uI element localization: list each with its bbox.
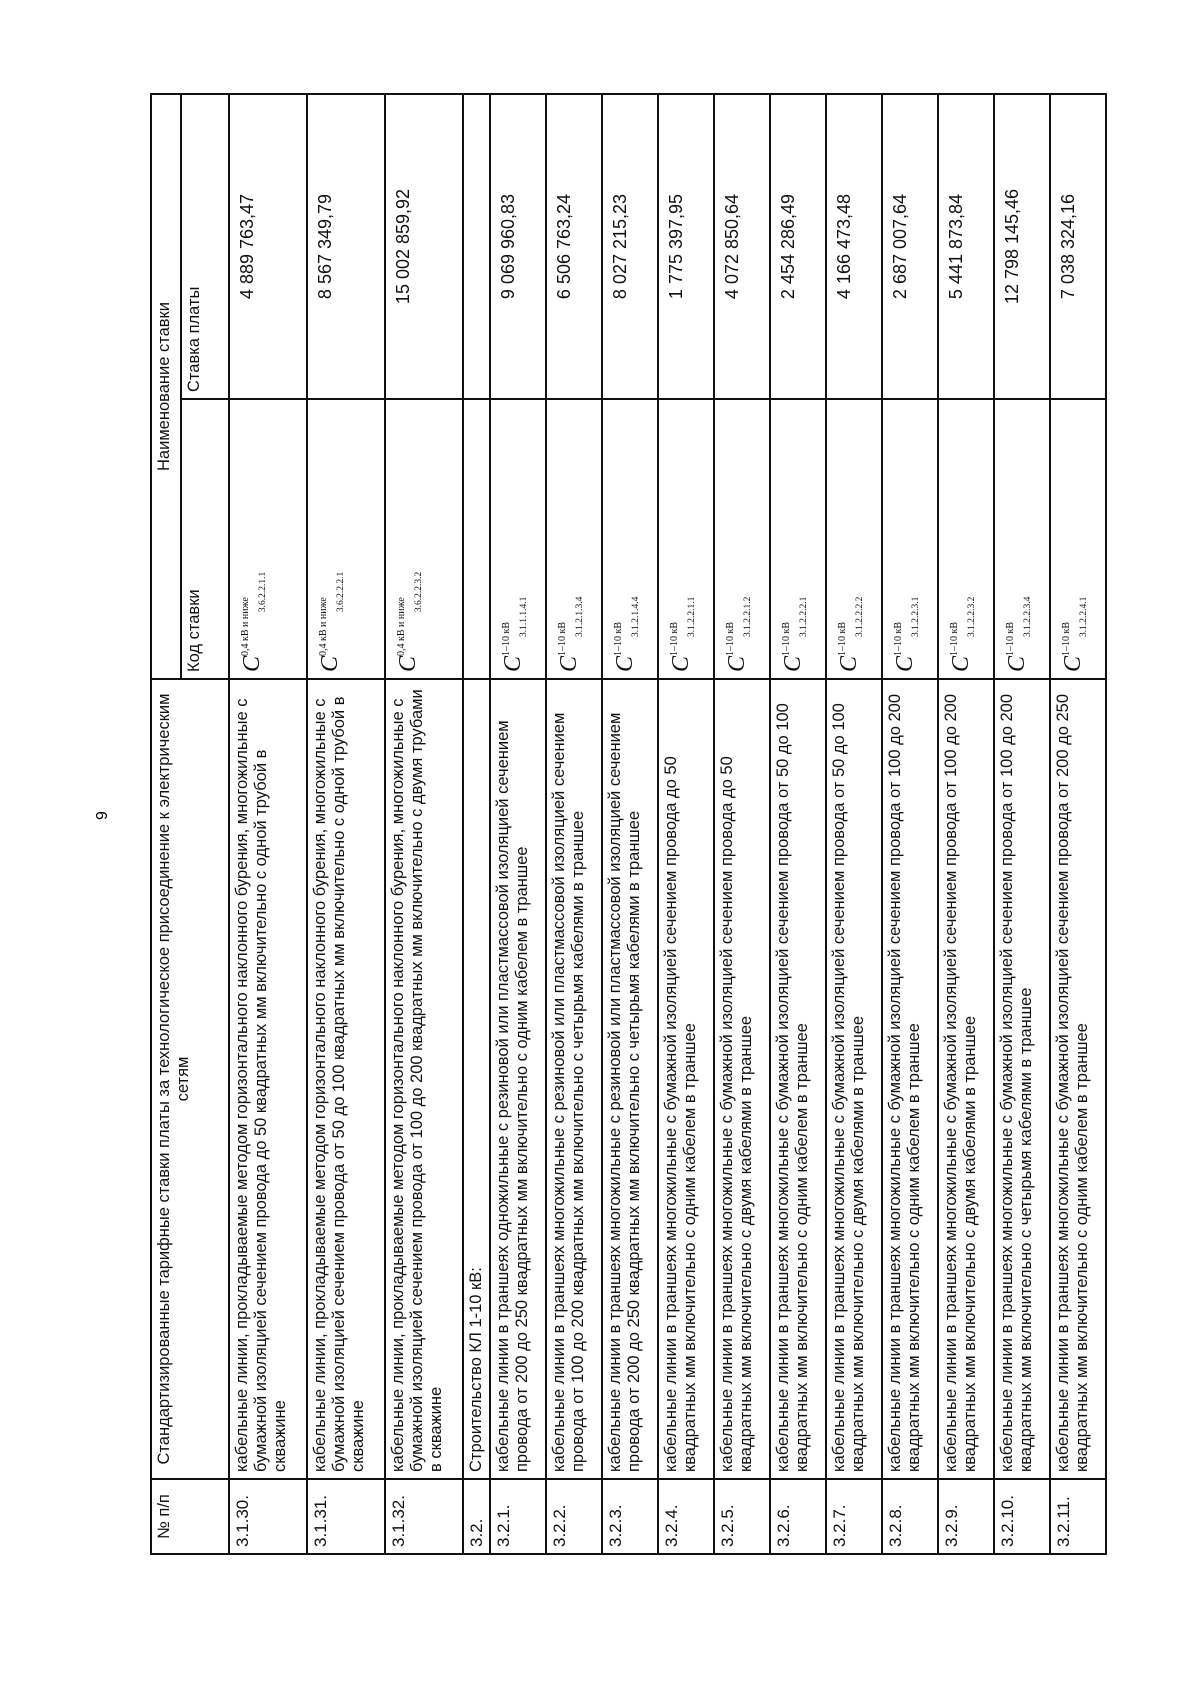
- rate-code-symbol: C: [892, 655, 918, 672]
- rate-code-symbol: C: [780, 655, 806, 672]
- row-number: 3.2.9.: [938, 1479, 994, 1554]
- row-number: 3.2.4.: [658, 1479, 714, 1554]
- table-row: [463, 94, 490, 1554]
- header-rate: Ставка платы: [181, 94, 229, 399]
- row-rate-value: 8 567 349,79: [307, 94, 385, 399]
- table-row: [602, 94, 658, 1554]
- rate-code-symbol: C: [556, 655, 582, 672]
- rate-code-index: 3.6.2.2.2.1: [336, 571, 346, 613]
- table-row: [229, 94, 307, 1554]
- row-rate-value: 4 889 763,47: [229, 94, 307, 399]
- rate-code-index: 3.1.2.2.3.2: [967, 596, 977, 637]
- row-rate-code: [490, 399, 546, 679]
- rate-code-voltage: 1–10 кВ: [557, 621, 568, 656]
- row-rate-code: [826, 399, 882, 679]
- row-rate-code: [714, 399, 770, 679]
- rate-code-index: 3.1.2.2.1.2: [743, 596, 753, 637]
- rate-code-voltage: 0,4 кВ и ниже: [318, 597, 329, 656]
- row-number: 3.2.10.: [994, 1479, 1050, 1554]
- row-description: кабельные линии в траншеях многожильные с бумажной изоляцией сечением провода от 50 до 100 квадратных мм включительно с одним кабелем в траншее: [770, 679, 826, 1479]
- row-rate-code: [307, 399, 385, 679]
- table-row: [1050, 94, 1106, 1554]
- row-rate-value: 6 506 763,24: [546, 94, 602, 399]
- row-description: кабельные линии в траншеях многожильные с бумажной изоляцией сечением провода от 100 до 200 квадратных мм включительно с четырьмя кабелями в траншее: [994, 679, 1050, 1479]
- row-description: кабельные линии в траншеях многожильные с бумажной изоляцией сечением провода от 200 до 250 квадратных мм включительно с одним кабелем в траншее: [1050, 679, 1106, 1479]
- row-rate-value: 4 072 850,64: [714, 94, 770, 399]
- header-code: Код ставки: [181, 399, 229, 679]
- row-rate-code: [882, 399, 938, 679]
- table-row: [307, 94, 385, 1554]
- rate-code-symbol: C: [317, 655, 343, 672]
- rate-code-symbol: C: [836, 655, 862, 672]
- rate-code-voltage: 1–10 кВ: [725, 621, 736, 656]
- row-number: 3.2.6.: [770, 1479, 826, 1554]
- row-description: кабельные линии в траншеях многожильные с резиновой или пластмассовой изоляцией сечением провода от 100 до 200 квадратных мм включительно с четырьмя кабелями в траншее: [546, 679, 602, 1479]
- row-rate-code: [546, 399, 602, 679]
- row-number: 3.1.32.: [385, 1479, 463, 1554]
- row-number: 3.2.1.: [490, 1479, 546, 1554]
- row-rate-value: 12 798 145,46: [994, 94, 1050, 399]
- rate-code-symbol: C: [1060, 655, 1086, 672]
- row-rate-code: [463, 399, 490, 679]
- rate-code-voltage: 1–10 кВ: [837, 621, 848, 656]
- header-rate-name-group: Наименование ставки: [151, 94, 181, 679]
- row-rate-code: [658, 399, 714, 679]
- row-description: кабельные линии в траншеях многожильные с резиновой или пластмассовой изоляцией сечением провода от 200 до 250 квадратных мм включительно с четырьмя кабелями в траншее: [602, 679, 658, 1479]
- table-row: [385, 94, 463, 1554]
- rate-code-symbol: C: [395, 655, 421, 672]
- table-row: [490, 94, 546, 1554]
- rate-code-index: 3.1.2.2.2.1: [799, 596, 809, 637]
- row-rate-value: 4 166 473,48: [826, 94, 882, 399]
- row-number: 3.2.: [463, 1479, 490, 1554]
- rate-code-symbol: C: [612, 655, 638, 672]
- rate-code-voltage: 1–10 кВ: [613, 621, 624, 656]
- page-number: 9: [94, 811, 111, 820]
- rate-code-voltage: 1–10 кВ: [501, 621, 512, 656]
- row-description: Строительство КЛ 1-10 кВ:: [463, 679, 490, 1479]
- row-number: 3.2.7.: [826, 1479, 882, 1554]
- row-description: кабельные линии в траншеях многожильные с бумажной изоляцией сечением провода от 50 до 100 квадратных мм включительно с двумя кабелями в траншее: [826, 679, 882, 1479]
- row-rate-value: 8 027 215,23: [602, 94, 658, 399]
- rate-code-index: 3.1.2.1.3.4: [575, 596, 585, 637]
- header-num: № п/п: [151, 1479, 229, 1554]
- row-rate-value: 9 069 960,83: [490, 94, 546, 399]
- rate-code-voltage: 1–10 кВ: [781, 621, 792, 656]
- row-rate-value: 2 454 286,49: [770, 94, 826, 399]
- row-description: кабельные линии в траншеях одножильные с резиновой или пластмассовой изоляцией сечением провода от 200 до 250 квадратных мм включительно с одним кабелем в траншее: [490, 679, 546, 1479]
- table-row: [546, 94, 602, 1554]
- row-number: 3.2.3.: [602, 1479, 658, 1554]
- table-row: [994, 94, 1050, 1554]
- row-description: кабельные линии, прокладываемые методом горизонтального наклонного бурения, многожильные с бумажной изоляцией сечением провода от 100 до 200 квадратных мм включительно с двумя трубами в скважине: [385, 679, 463, 1479]
- table-row: [882, 94, 938, 1554]
- rate-code-index: 3.6.2.2.3.2: [414, 571, 424, 613]
- row-rate-code: [770, 399, 826, 679]
- row-description: кабельные линии в траншеях многожильные с бумажной изоляцией сечением провода от 100 до 200 квадратных мм включительно с двумя кабелями в траншее: [938, 679, 994, 1479]
- rate-code-symbol: C: [239, 655, 265, 672]
- table-row: [658, 94, 714, 1554]
- rate-code-voltage: 1–10 кВ: [1061, 621, 1072, 656]
- rate-code-index: 3.1.2.2.3.4: [1023, 596, 1033, 637]
- row-description: кабельные линии, прокладываемые методом горизонтального наклонного бурения, многожильные с бумажной изоляцией сечением провода от 50 до 100 квадратных мм включительно с одной трубой в скважине: [307, 679, 385, 1479]
- row-rate-value: [463, 94, 490, 399]
- rate-code-index: 3.1.2.2.4.1: [1079, 596, 1089, 637]
- rate-code-symbol: C: [500, 655, 526, 672]
- rotated-page: [150, 95, 1090, 1555]
- rate-code-index: 3.1.2.2.1.1: [687, 596, 697, 637]
- row-rate-value: 7 038 324,16: [1050, 94, 1106, 399]
- table-row: [938, 94, 994, 1554]
- rate-code-symbol: C: [724, 655, 750, 672]
- row-rate-code: [385, 399, 463, 679]
- row-description: кабельные линии, прокладываемые методом горизонтального наклонного бурения, многожильные с бумажной изоляцией сечением провода до 50 квадратных мм включительно с одной трубой в скважине: [229, 679, 307, 1479]
- rate-code-voltage: 1–10 кВ: [949, 621, 960, 656]
- row-number: 3.2.2.: [546, 1479, 602, 1554]
- row-rate-code: [229, 399, 307, 679]
- row-number: 3.2.8.: [882, 1479, 938, 1554]
- row-description: кабельные линии в траншеях многожильные с бумажной изоляцией сечением провода до 50 квадратных мм включительно с одним кабелем в траншее: [658, 679, 714, 1479]
- row-rate-code: [994, 399, 1050, 679]
- tariff-table: [150, 93, 1107, 1555]
- table-body: [229, 94, 1106, 1554]
- rate-code-symbol: C: [668, 655, 694, 672]
- row-number: 3.1.31.: [307, 1479, 385, 1554]
- row-description: кабельные линии в траншеях многожильные с бумажной изоляцией сечением провода от 100 до 200 квадратных мм включительно с одним кабелем в траншее: [882, 679, 938, 1479]
- rate-code-index: 3.1.2.2.2.2: [855, 596, 865, 637]
- rate-code-voltage: 1–10 кВ: [893, 621, 904, 656]
- row-rate-value: 2 687 007,64: [882, 94, 938, 399]
- rate-code-voltage: 0,4 кВ и ниже: [240, 597, 251, 656]
- row-rate-value: 5 441 873,84: [938, 94, 994, 399]
- row-number: 3.1.30.: [229, 1479, 307, 1554]
- row-number: 3.2.11.: [1050, 1479, 1106, 1554]
- rate-code-voltage: 0,4 кВ и ниже: [396, 597, 407, 656]
- rate-code-index: 3.1.2.2.3.1: [911, 596, 921, 637]
- table-row: [826, 94, 882, 1554]
- rate-code-symbol: C: [1004, 655, 1030, 672]
- row-rate-code: [938, 399, 994, 679]
- rate-code-index: 3.1.1.1.4.1: [519, 596, 529, 637]
- rate-code-index: 3.1.2.1.4.4: [631, 596, 641, 637]
- row-rate-code: [602, 399, 658, 679]
- row-description: кабельные линии в траншеях многожильные с бумажной изоляцией сечением провода до 50 квадратных мм включительно с двумя кабелями в траншее: [714, 679, 770, 1479]
- row-rate-value: 1 775 397,95: [658, 94, 714, 399]
- row-number: 3.2.5.: [714, 1479, 770, 1554]
- rate-code-symbol: C: [948, 655, 974, 672]
- row-rate-value: 15 002 859,92: [385, 94, 463, 399]
- rate-code-voltage: 1–10 кВ: [1005, 621, 1016, 656]
- rate-code-index: 3.6.2.2.1.1: [258, 571, 268, 613]
- header-description: Стандартизированные тарифные ставки платы за технологическое присоединение к электрическим сетям: [151, 679, 229, 1479]
- row-rate-code: [1050, 399, 1106, 679]
- table-row: [714, 94, 770, 1554]
- table-row: [770, 94, 826, 1554]
- rate-code-voltage: 1–10 кВ: [669, 621, 680, 656]
